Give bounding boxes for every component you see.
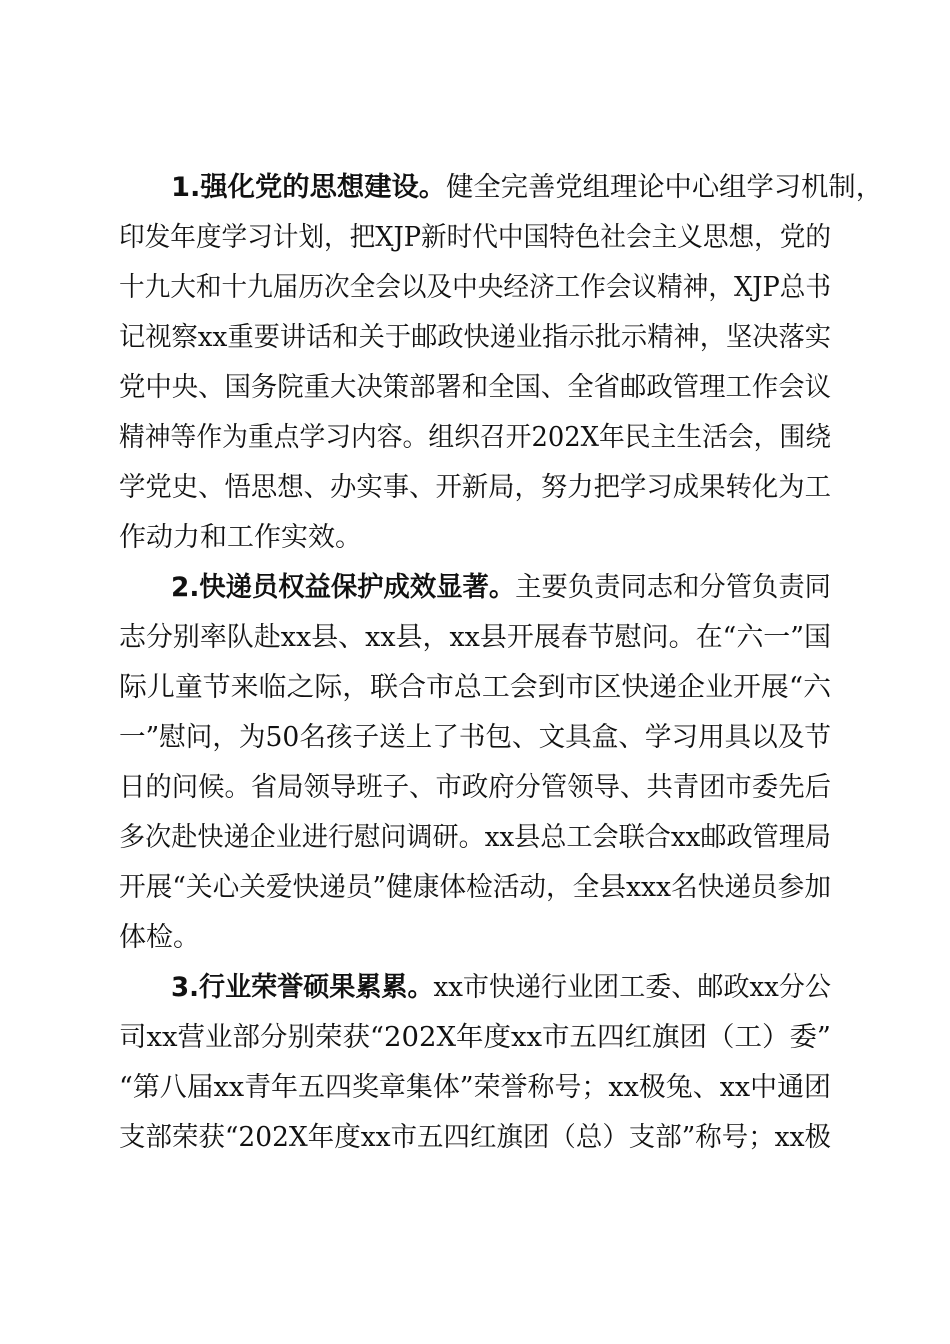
paragraph-3-line-1 bbox=[0, 968, 950, 1008]
paragraph-2-line-7 bbox=[0, 868, 950, 908]
paragraph-1-line-8 bbox=[0, 518, 950, 558]
paragraph-1-text: 学党史、悟思想、办实事、开新局，努力把学习成果转化为工 bbox=[119, 472, 831, 503]
paragraph-3-text: 支部荣获“202X年度xx市五四红旗团（总）支部”称号；xx极 bbox=[119, 1122, 831, 1153]
paragraph-2-line-1 bbox=[0, 568, 950, 608]
paragraph-2-line-2 bbox=[0, 618, 950, 658]
paragraph-1-text: 党中央、国务院重大决策部署和全国、全省邮政管理工作会议 bbox=[119, 372, 831, 403]
paragraph-1-line-2 bbox=[0, 218, 950, 258]
paragraph-2-text: 志分别率队赴xx县、xx县，xx县开展春节慰问。在“六一”国 bbox=[119, 622, 831, 653]
paragraph-3-heading: 3.行业荣誉硕果累累。 bbox=[171, 972, 434, 1003]
paragraph-3-text: xx市快递行业团工委、邮政xx分公 bbox=[433, 972, 831, 1003]
paragraph-1-heading: 1.强化党的思想建设。 bbox=[171, 172, 447, 203]
paragraph-1-text: 记视察xx重要讲话和关于邮政快递业指示批示精神，坚决落实 bbox=[119, 322, 831, 353]
paragraph-1-text: 健全完善党组理论中心组学习机制， bbox=[446, 172, 883, 203]
paragraph-1-text: 精神等作为重点学习内容。组织召开202X年民主生活会，围绕 bbox=[119, 422, 831, 453]
paragraph-3-line-3 bbox=[0, 1068, 950, 1108]
paragraph-1-line-7 bbox=[0, 468, 950, 508]
paragraph-2-text: 体检。 bbox=[119, 922, 200, 953]
paragraph-1-text: 十九大和十九届历次全会以及中央经济工作会议精神，XJP总书 bbox=[119, 272, 831, 303]
paragraph-1-text: 作动力和工作实效。 bbox=[119, 522, 362, 553]
paragraph-2-line-3 bbox=[0, 668, 950, 708]
paragraph-1-line-1 bbox=[0, 168, 950, 208]
paragraph-2-heading: 2.快递员权益保护成效显著。 bbox=[171, 572, 516, 603]
paragraph-2-line-6 bbox=[0, 818, 950, 858]
paragraph-2-line-8 bbox=[0, 918, 950, 958]
paragraph-3-text: 司xx营业部分别荣获“202X年度xx市五四红旗团（工）委” bbox=[119, 1022, 831, 1053]
paragraph-2-text: 际儿童节来临之际，联合市总工会到市区快递企业开展“六 bbox=[119, 672, 831, 703]
paragraph-2-text: 一”慰问，为50名孩子送上了书包、文具盒、学习用具以及节 bbox=[119, 722, 831, 753]
paragraph-3-line-2 bbox=[0, 1018, 950, 1058]
paragraph-2-line-5 bbox=[0, 768, 950, 808]
paragraph-1-text: 印发年度学习计划，把XJP新时代中国特色社会主义思想，党的 bbox=[119, 222, 831, 253]
paragraph-2-text: 开展“关心关爱快递员”健康体检活动，全县xxx名快递员参加 bbox=[119, 872, 831, 903]
paragraph-3-text: “第八届xx青年五四奖章集体”荣誉称号；xx极兔、xx中通团 bbox=[119, 1072, 831, 1103]
paragraph-1-line-6 bbox=[0, 418, 950, 458]
paragraph-1-line-3 bbox=[0, 268, 950, 308]
paragraph-3-line-4 bbox=[0, 1118, 950, 1158]
paragraph-1-line-4 bbox=[0, 318, 950, 358]
paragraph-1-line-5 bbox=[0, 368, 950, 408]
paragraph-2-text: 日的问候。省局领导班子、市政府分管领导、共青团市委先后 bbox=[119, 772, 831, 803]
paragraph-2-text: 主要负责同志和分管负责同 bbox=[515, 572, 831, 603]
paragraph-2-line-4 bbox=[0, 718, 950, 758]
paragraph-2-text: 多次赴快递企业进行慰问调研。xx县总工会联合xx邮政管理局 bbox=[119, 822, 831, 853]
